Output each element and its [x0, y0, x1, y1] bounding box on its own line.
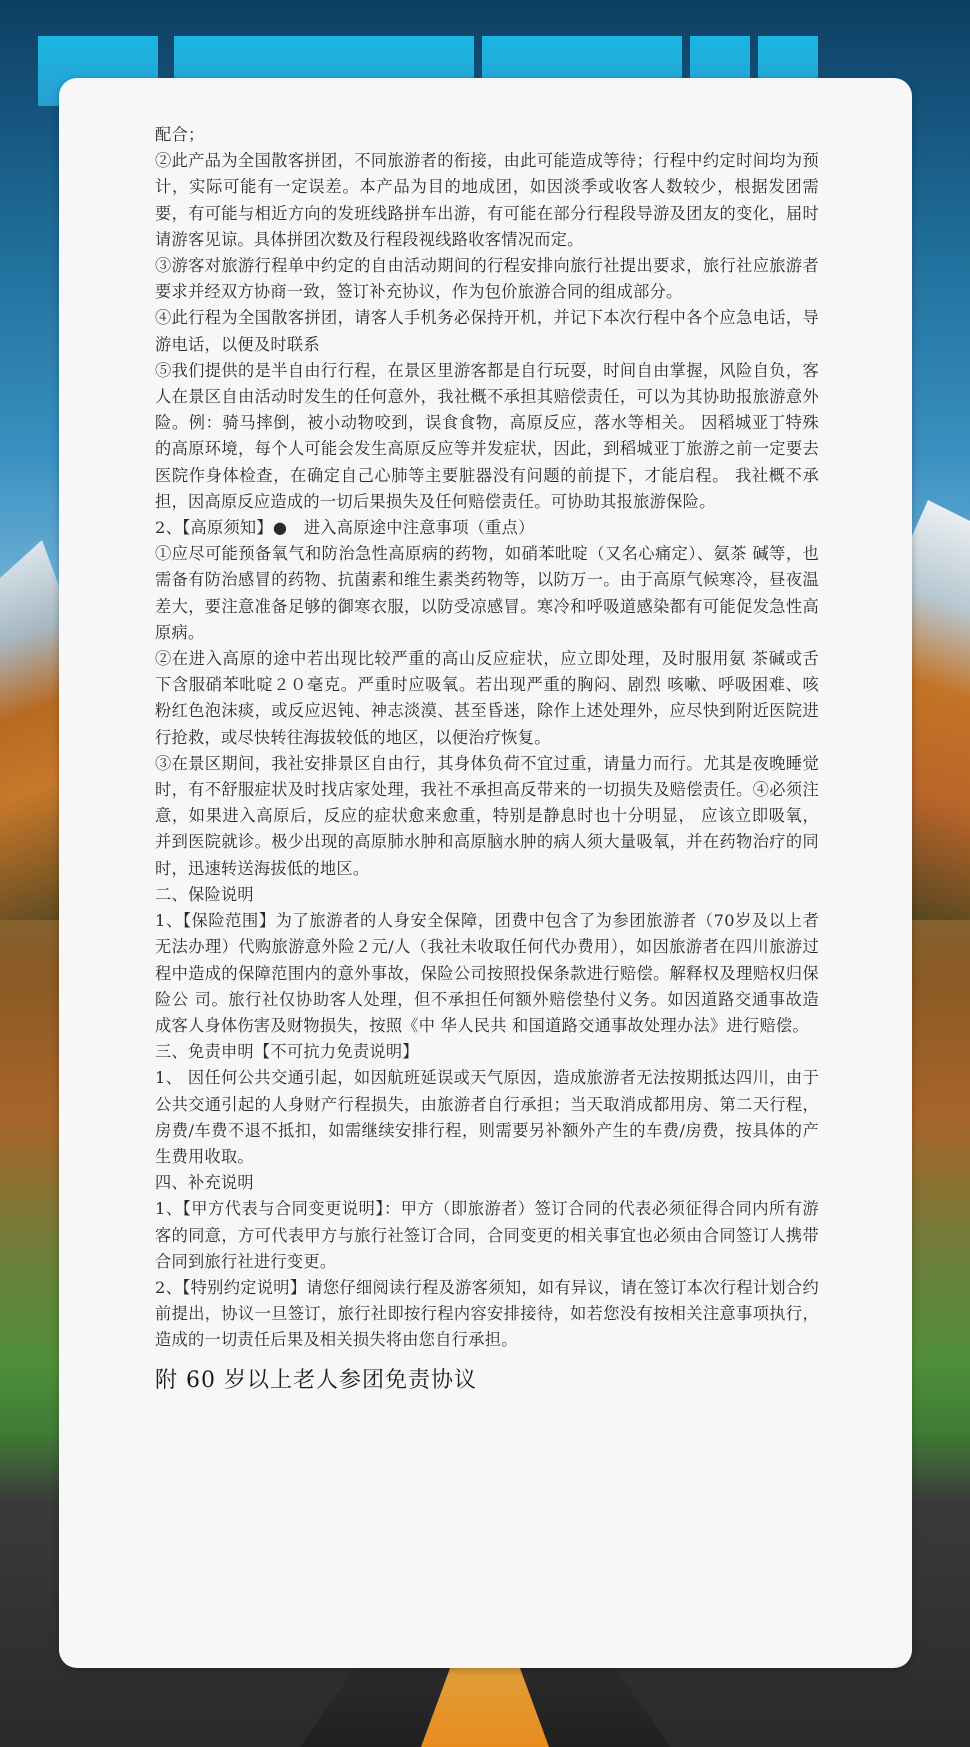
paragraph-plateau-3: ③在景区期间，我社安排景区自由行，其身体负荷不宜过重，请量力而行。尤其是夜晚睡觉时，有不舒服症状及时找店家处理，我社不承担高反带来的一切损失及赔偿责任。④必须注意，如果进入高原后，反应的症状愈来愈重，特别是静息时也十分明显， 应该立即吸氧，并到医院就诊。极少出现的高原肺水肿和高原脑水肿的病人须大量吸氧，并在药物治疗的同时，迅速转送海拔低的地区。: [155, 753, 819, 878]
footer-heading: 附 60 岁以上老人参团免责协议: [155, 1367, 477, 1393]
paragraph-phone: ④此行程为全国散客拼团，请客人手机务必保持开机，并记下本次行程中各个应急电话，导游电话，以便及时联系: [155, 308, 819, 354]
paragraph-cooperate: 配合；: [155, 125, 205, 144]
paragraph-supplement-1: 1、【甲方代表与合同变更说明】：甲方（即旅游者）签订合同的代表必须征得合同内所有游客的同意，方可代表甲方与旅行社签订合同，合同变更的相关事宜也必须由合同签订人携带合同到旅行社进行变更。: [155, 1199, 819, 1271]
paragraph-semi-free: ⑤我们提供的是半自由行行程，在景区里游客都是自行玩耍，时间自由掌握，风险自负，客人在景区自由活动时发生的任何意外，我社概不承担其赔偿责任，可以为其协助报旅游意外险。例：骑马摔倒，被小动物咬到，误食食物，高原反应，落水等相关。 因稻城亚丁特殊的高原环境，每个人可能会发生高原反应等并发症状，因此，到稻城亚丁旅游之前一定要去医院作身体检查，在确定自己心肺等主要脏器没有问题的前提下，才能启程。 我社概不承担，因高原反应造成的一切后果损失及任何赔偿责任。可协助其报旅游保险。: [155, 360, 819, 511]
paragraph-insurance: 1、【保险范围】为了旅游者的人身安全保障，团费中包含了为参团旅游者（70岁及以上者无法办理）代购旅游意外险２元/人（我社未收取任何代办费用），如因旅游者在四川旅游过程中造成的保障范围内的意外事故，保险公司按照投保条款进行赔偿。解释权及理赔权归保 险公 司。旅行社仅协助客人处理，但不承担任何额外赔偿垫付义务。如因道路交通事故造成客人身体伤害及财物损失，按照《中 华人民共 和国道路交通事故处理办法》进行赔偿。: [155, 911, 819, 1035]
document-body: [155, 122, 819, 1398]
paragraph-free-activity: ③游客对旅游行程单中约定的自由活动期间的行程安排向旅行社提出要求，旅行社应旅游者要求并经双方协商一致，签订补充协议，作为包价旅游合同的组成部分。: [155, 256, 819, 302]
paragraph-plateau-1: ①应尽可能预备氧气和防治急性高原病的药物，如硝苯吡啶（又名心痛定）、氨茶 碱等，也需备有防治感冒的药物、抗菌素和维生素类药物等，以防万一。由于高原气候寒冷，昼夜温差大，要注意准备足够的御寒衣服，以防受凉感冒。寒冷和呼吸道感染都有可能促发急性高原病。: [155, 544, 819, 642]
section-disclaimer: 三、免责申明【不可抗力免责说明】: [155, 1042, 419, 1062]
section-plateau-notice: 2、【高原须知】● 进入高原途中注意事项（重点）: [155, 518, 535, 538]
paragraph-plateau-2: ②在进入高原的途中若出现比较严重的高山反应症状，应立即处理，及时服用氨 茶碱或舌下含服硝苯吡啶２０毫克。严重时应吸氧。若出现严重的胸闷、剧烈 咳嗽、呼吸困难、咳粉红色泡沫痰，或反应迟钝、神志淡漠、甚至昏迷，除作上述处理外，应尽快到附近医院进行抢救，或尽快转往海拔较低的地区，以便治疗恢复。: [155, 649, 819, 747]
paragraph-disclaimer: 1、 因任何公共交通引起，如因航班延误或天气原因，造成旅游者无法按期抵达四川，由于公共交通引起的人身财产行程损失，由旅游者自行承担；当天取消成都用房、第二天行程，房费/车费不退不抵扣，如需继续安排行程，则需要另补额外产生的车费/房费，按具体的产生费用收取。: [155, 1068, 819, 1166]
section-supplement: 四、补充说明: [155, 1173, 254, 1193]
paragraph-supplement-2: 2、【特别约定说明】请您仔细阅读行程及游客须知，如有异议，请在签订本次行程计划合约前提出，协议一旦签订，旅行社即按行程内容安排接待，如若您没有按相关注意事项执行，造成的一切责任后果及相关损失将由您自行承担。: [155, 1277, 819, 1350]
section-insurance: 二、保险说明: [155, 884, 254, 904]
content-card: [59, 78, 912, 1668]
paragraph-group-tour: ②此产品为全国散客拼团，不同旅游者的衔接，由此可能造成等待；行程中约定时间均为预计，实际可能有一定误差。本产品为目的地成团，如因淡季或收客人数较少，根据发团需要，有可能与相近方向的发班线路拼车出游，有可能在部分行程段导游及团友的变化，届时请游客见谅。具体拼团次数及行程段视线路收客情况而定。: [155, 151, 819, 249]
